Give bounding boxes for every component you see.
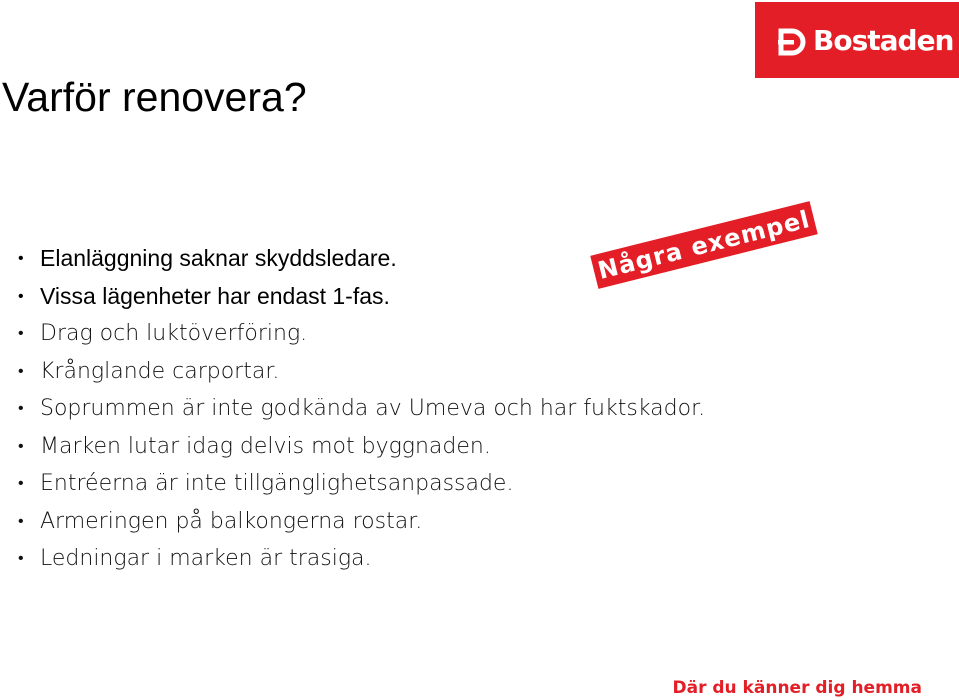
bullet-item — [18, 353, 705, 391]
bullet-item — [18, 240, 705, 278]
bostaden-logo — [755, 2, 959, 78]
bullet-text: Armeringen på balkongerna rostar. — [40, 508, 423, 534]
bullet-glyph: • — [18, 475, 24, 492]
bullet-text: Krånglande carportar. — [40, 358, 280, 384]
slide-title: Varför renovera? — [2, 74, 307, 120]
bullet-item — [18, 428, 705, 466]
bullet-item — [18, 390, 705, 428]
bullet-list — [18, 240, 705, 578]
bullet-text: Entréerna är inte tillgänglighetsanpassade. — [40, 471, 514, 496]
examples-stamp-label: Några exempel — [595, 205, 813, 285]
bullet-glyph: • — [18, 400, 24, 417]
bullet-glyph: • — [18, 437, 24, 455]
bullet-item — [18, 315, 705, 353]
bullet-glyph: • — [18, 512, 24, 530]
bullet-item — [18, 503, 705, 541]
bullet-text: Vissa lägenheter har endast 1-fas. — [40, 282, 390, 309]
bullet-text: Soprummen är inte godkända av Umeva och har fuktskador. — [40, 396, 706, 421]
bullet-glyph: • — [18, 325, 24, 342]
bullet-glyph: • — [18, 362, 24, 380]
bostaden-logo-icon — [778, 27, 808, 57]
bullet-item — [18, 465, 705, 503]
bullet-text: Drag och luktöverföring. — [40, 321, 308, 346]
bullet-item — [18, 278, 705, 316]
footer-tagline: Där du känner dig hemma — [672, 678, 922, 698]
bullet-glyph: • — [18, 250, 24, 267]
bullet-glyph: • — [18, 550, 24, 567]
bullet-glyph: • — [18, 287, 24, 305]
logo-text: Bostaden — [813, 24, 954, 57]
bullet-text: Marken lutar idag delvis mot byggnaden. — [40, 433, 491, 459]
bullet-text: Elanläggning saknar skyddsledare. — [40, 245, 397, 271]
bullet-item — [18, 540, 705, 578]
bullet-text: Ledningar i marken är trasiga. — [40, 546, 372, 571]
